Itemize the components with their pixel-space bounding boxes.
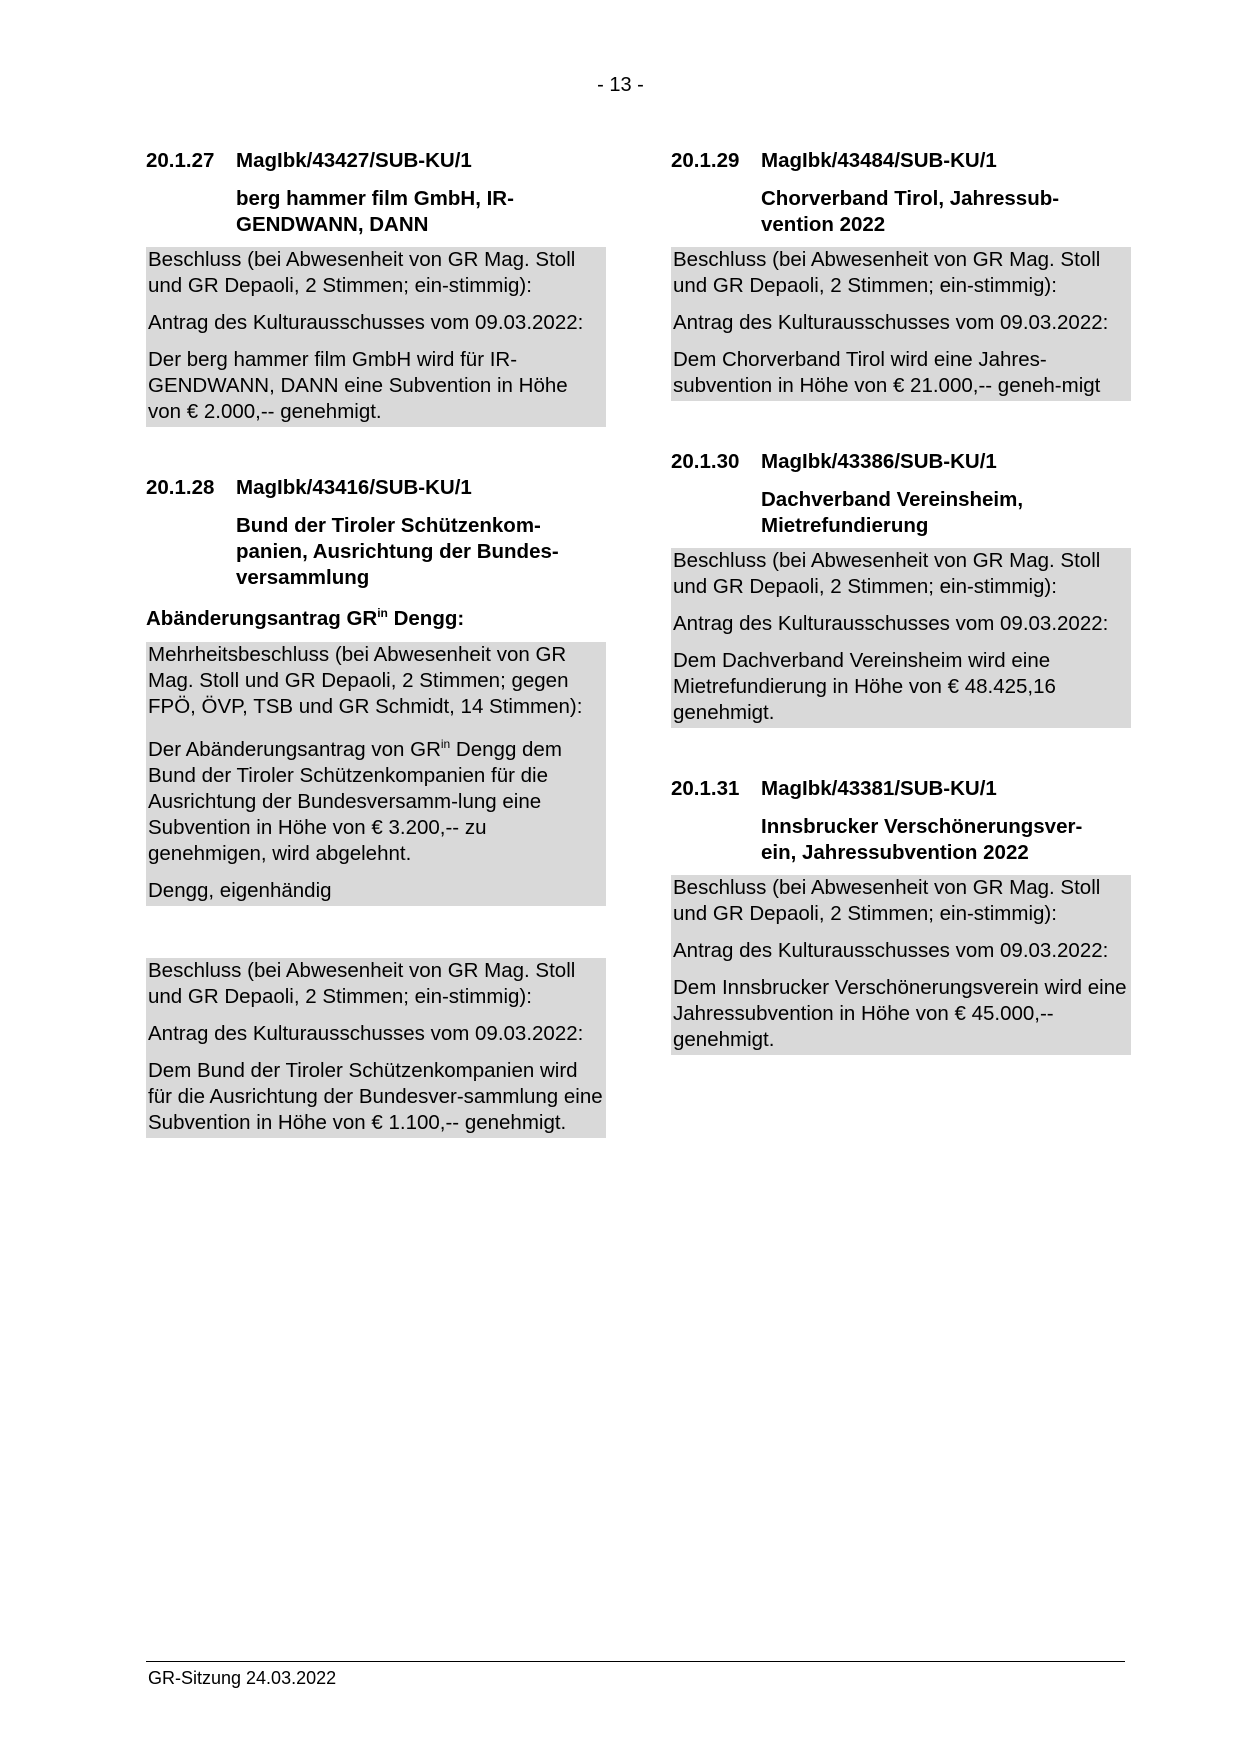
agenda-item-20-1-27 <box>146 148 606 427</box>
item-title-line: Innsbrucker Verschönerungsver- <box>761 815 1083 838</box>
item-title-line: Bund der Tiroler Schützenkom- <box>236 514 541 537</box>
footer-divider <box>146 1661 1125 1662</box>
item-title-line: Chorverband Tirol, Jahressub- <box>761 187 1060 210</box>
item-title <box>761 487 1131 539</box>
item-title <box>761 186 1131 238</box>
signature-text: Dengg, eigenhändig <box>148 878 332 902</box>
amendment-text <box>148 731 606 867</box>
item-heading <box>671 148 1131 174</box>
page-number: - 13 - <box>597 74 644 96</box>
item-reference: MagIbk/43386/SUB-KU/1 <box>761 450 997 473</box>
item-number: 20.1.28 <box>146 476 215 499</box>
item-heading <box>146 148 606 174</box>
resolution-text: Beschluss (bei Abwesenheit von GR Mag. Stoll und GR Depaoli, 2 Stimmen; ein-stimmig): <box>148 958 576 1008</box>
resolution-text: Beschluss (bei Abwesenheit von GR Mag. Stoll und GR Depaoli, 2 Stimmen; ein-stimmig): <box>148 248 576 297</box>
resolution-text: Beschluss (bei Abwesenheit von GR Mag. Stoll und GR Depaoli, 2 Stimmen; ein-stimmig): <box>673 248 1101 297</box>
item-title-line: panien, Ausrichtung der Bundes- <box>236 540 559 563</box>
motion-text: Antrag des Kulturausschusses vom 09.03.2022: <box>148 1021 584 1045</box>
item-title-line: berg hammer film GmbH, IR- <box>236 187 514 210</box>
item-title-line: ein, Jahressubvention 2022 <box>761 841 1029 864</box>
item-title-line: vention 2022 <box>761 213 886 236</box>
agenda-item-20-1-30 <box>671 449 1131 728</box>
item-title-line: Mietrefundierung <box>761 514 929 537</box>
decision-text: Dem Innsbrucker Verschönerungsverein wird eine Jahressubvention in Höhe von € 45.000,-- genehmigt. <box>673 976 1127 1051</box>
motion-text: Antrag des Kulturausschusses vom 09.03.2022: <box>673 939 1109 962</box>
resolution-box <box>146 247 606 427</box>
resolution-box <box>671 875 1131 1055</box>
superscript: in <box>377 606 388 620</box>
item-number: 20.1.31 <box>671 777 740 800</box>
item-title <box>236 186 606 238</box>
decision-text: Der berg hammer film GmbH wird für IR-GENDWANN, DANN eine Subvention in Höhe von € 2.000,-- genehmigt. <box>148 348 568 423</box>
resolution-box <box>671 247 1131 401</box>
amendment-text-part: Der Abänderungsantrag von GR <box>148 737 441 761</box>
item-title <box>236 513 606 591</box>
resolution-box <box>671 548 1131 728</box>
motion-text: Antrag des Kulturausschusses vom 09.03.2022: <box>148 311 584 334</box>
motion-text: Antrag des Kulturausschusses vom 09.03.2022: <box>673 612 1109 635</box>
item-heading <box>146 475 606 501</box>
motion-text: Antrag des Kulturausschusses vom 09.03.2022: <box>673 311 1109 334</box>
left-column <box>146 148 606 1186</box>
decision-text: Dem Bund der Tiroler Schützenkompanien wird für die Ausrichtung der Bundesver-sammlung eine Subvention in Höhe von € 1.100,-- genehmigt. <box>148 1058 603 1134</box>
item-title-line: Dachverband Vereinsheim, <box>761 488 1024 511</box>
resolution-text: Beschluss (bei Abwesenheit von GR Mag. Stoll und GR Depaoli, 2 Stimmen; ein-stimmig): <box>673 876 1101 925</box>
agenda-item-20-1-31 <box>671 776 1131 1055</box>
amendment-text-part: Dengg dem Bund der Tiroler Schützenkompanien für die Ausrichtung der Bundesversamm-lung eine Subvention in Höhe von € 3.200,-- zu genehmigen, wird abgelehnt. <box>148 737 562 865</box>
item-reference: MagIbk/43416/SUB-KU/1 <box>236 476 472 499</box>
item-heading <box>671 776 1131 802</box>
item-reference: MagIbk/43484/SUB-KU/1 <box>761 149 997 172</box>
item-reference: MagIbk/43381/SUB-KU/1 <box>761 777 997 800</box>
resolution-text: Beschluss (bei Abwesenheit von GR Mag. Stoll und GR Depaoli, 2 Stimmen; ein-stimmig): <box>673 549 1101 598</box>
item-title <box>761 814 1131 866</box>
majority-resolution-text: Mehrheitsbeschluss (bei Abwesenheit von GR Mag. Stoll und GR Depaoli, 2 Stimmen; gegen FPÖ, ÖVP, TSB und GR Schmidt, 14 Stimmen): <box>148 642 583 718</box>
item-title-line: GENDWANN, DANN <box>236 213 429 236</box>
item-heading <box>671 449 1131 475</box>
agenda-item-20-1-29 <box>671 148 1131 401</box>
amendment-heading-text: Dengg: <box>387 606 465 630</box>
item-reference: MagIbk/43427/SUB-KU/1 <box>236 149 472 172</box>
footer-text: GR-Sitzung 24.03.2022 <box>148 1668 337 1688</box>
superscript: in <box>440 736 451 751</box>
amendment-heading <box>146 600 606 632</box>
item-number: 20.1.30 <box>671 450 740 473</box>
right-column <box>671 148 1131 1103</box>
amendment-box <box>146 642 606 906</box>
item-number: 20.1.29 <box>671 149 740 172</box>
decision-text: Dem Dachverband Vereinsheim wird eine Mietrefundierung in Höhe von € 48.425,16 genehmigt. <box>673 649 1056 724</box>
item-title-line: versammlung <box>236 566 370 589</box>
decision-text: Dem Chorverband Tirol wird eine Jahres-subvention in Höhe von € 21.000,-- geneh-migt <box>673 348 1101 397</box>
amendment-heading-text: Abänderungsantrag GR <box>146 606 378 630</box>
agenda-item-20-1-28 <box>146 475 606 1138</box>
item-number: 20.1.27 <box>146 149 215 172</box>
resolution-box <box>146 958 606 1138</box>
